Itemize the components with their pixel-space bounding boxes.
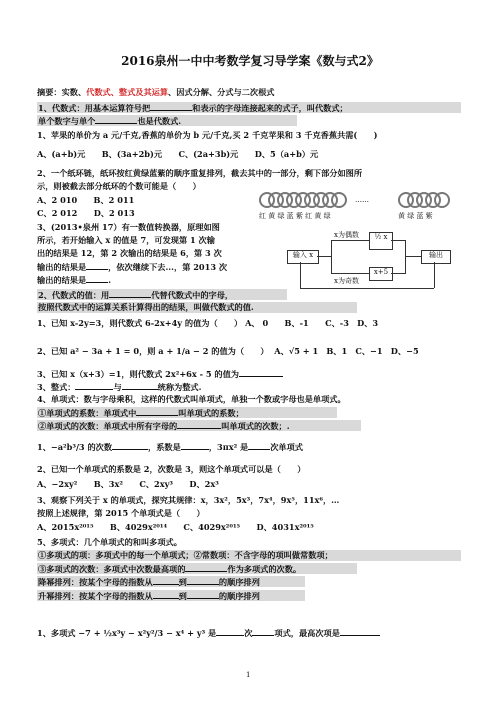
abstract-part3: 、因式分解、分式与二次根式 — [168, 87, 275, 97]
text: 1、代数式：用基本运算符号把 — [38, 103, 151, 113]
abstract-highlight: 代数式、整式及其运算 — [86, 87, 169, 97]
q3-line4 — [37, 261, 227, 272]
m1-line — [37, 441, 303, 452]
blank — [86, 274, 108, 283]
abstract-label: 摘要： — [37, 87, 62, 97]
q2-line1: 2、一个纸环链，纸环按红黄绿蓝紫的顺序重复排列，截去其中的一部分，剩下部分如图所 — [37, 168, 363, 178]
blank — [109, 289, 151, 298]
blank — [75, 381, 113, 390]
text: 升幂排列：按某个字母的指数从 — [38, 591, 153, 601]
m3-line2: 按照上述规律，第 2015 个单项式是（ ） — [37, 508, 205, 518]
p3-line — [37, 368, 283, 379]
text: 1、−a²b³/3 的次数 — [37, 442, 113, 452]
text: A、 0 B、-1 C、-3 D、3 — [245, 318, 379, 328]
ring-caption-left: 红 黄 绿 蓝 紫 红 黄 绿 — [259, 212, 331, 220]
section5-definition: 5、多项式：几个单项式的和叫多项式。 — [37, 537, 182, 547]
p2-line — [37, 346, 419, 356]
blank — [248, 441, 270, 450]
section1-definition — [38, 102, 348, 113]
half-box: ½ x — [369, 232, 393, 250]
page-number: 1 — [246, 671, 251, 679]
input-box: 输入 x — [287, 250, 319, 264]
section5-terms: ①多项式的项：多项式中的每一个单项式；②常数项：不含字母的项叫做常数项； — [38, 550, 333, 560]
text: 2、已知 a² − 3a + 1 = 0，则 a + 1/a − 2 的值为（ ） — [37, 346, 269, 356]
text: 和表示的字母连接起来的式子，叫代数式； — [192, 103, 348, 113]
text: ，3πx² 是 — [208, 442, 249, 452]
blank — [153, 590, 179, 599]
section4-degree — [38, 420, 290, 431]
blank — [187, 590, 219, 599]
text: 代替代数式中的字母， — [151, 290, 234, 300]
ring-dots: …… — [355, 196, 369, 204]
q1-stem: 1、苹果的单价为 a 元/千克,香蕉的单价为 b 元/千克,买 2 千克苹果和 3 千克香蕉共需( ) — [37, 130, 378, 140]
odd-label: x为奇数 — [334, 277, 359, 285]
blank — [153, 576, 179, 585]
text: 3、整式： — [37, 382, 76, 392]
text: ③多项式的次数：多项式中次数最高项的 — [38, 564, 186, 574]
q3-line3: 出的结果是 12，第 2 次输出的结果是 6，第 3 次 — [37, 248, 222, 258]
even-label: x为偶数 — [334, 231, 359, 239]
descending-order — [38, 576, 260, 587]
text: 项式，最高次项是 — [274, 628, 340, 638]
section5-degree — [38, 563, 301, 574]
section3-definition — [37, 381, 201, 392]
text: 单个数字与单个 — [38, 116, 96, 126]
blank — [177, 420, 221, 429]
text: 输出的结果是 — [37, 275, 87, 285]
text: 作为多项式的次数。 — [227, 564, 302, 574]
text: 到 — [178, 591, 187, 601]
blank — [95, 115, 137, 124]
q3-line2: 所示，若开始输入 x 的值是 7，可发现第 1 次输 — [37, 235, 215, 245]
text: 与 — [113, 382, 122, 392]
blank — [122, 381, 158, 390]
section4-definition: 4、单项式：数与字母乘积，这样的代数式叫单项式，单独一个数或字母也是单项式。 — [37, 394, 346, 404]
m2-stem: 2、已知一个单项式的系数是 2，次数是 3，则这个单项式可以是（ ） — [37, 464, 306, 474]
blank — [187, 576, 219, 585]
section2-definition — [38, 289, 233, 300]
ascending-order — [38, 590, 260, 601]
blank — [112, 441, 148, 450]
q2-options-cd: C、2 012 D、2 013 — [37, 208, 135, 218]
text: 的顺序排列 — [218, 577, 260, 587]
blank — [136, 407, 178, 416]
text: A、√5 + 1 B、1 C、−1 D、−5 — [274, 346, 419, 356]
abstract-line — [37, 87, 275, 97]
section4-coefficient — [38, 407, 244, 418]
ring-caption-right: 黄 绿 蓝 紫 — [398, 212, 433, 220]
m2-options: A、−2xy² B、3x² C、2xy³ D、2x³ — [37, 479, 219, 489]
text: ②单项式的次数：单项式中所有字母的 — [38, 421, 178, 431]
blank — [216, 627, 244, 636]
text: 次 — [244, 628, 253, 638]
text: 降幂排列：按某个字母的指数从 — [38, 577, 153, 587]
blank — [181, 441, 209, 450]
page-title: 2016泉州一中中考数学复习导学案《数与式2》 — [121, 54, 379, 68]
blank — [185, 563, 227, 572]
blank — [252, 627, 274, 636]
text: 叫单项式的系数； — [178, 408, 244, 418]
q2-options-ab: A、2 010 B、2 011 — [37, 195, 135, 205]
section1-line2 — [38, 115, 181, 126]
add5-box: x+5 — [369, 267, 393, 281]
text: 叫单项式的次数；. — [221, 421, 290, 431]
output-box: 输出 — [421, 250, 451, 264]
n1-line — [37, 627, 380, 638]
m3-line1: 3、观察下列关于 x 的单项式，探究其规律：x，3x²，5x³，7x⁴，9x⁵，11x⁶，… — [37, 495, 340, 505]
abstract-part1: 实数、 — [61, 87, 87, 97]
q3-line1: 3、(2013•泉州 17）有一数值转换器，原理如图 — [37, 222, 220, 232]
q1-options: A、(a+b)元 B、(3a+2b)元 C、(2a+3b)元 D、5（a+b）元 — [37, 149, 319, 159]
section2-line2: 按照代数式中的运算关系计算得出的结果，叫做代数式的值. — [38, 302, 254, 312]
text: ，依次继续下去...，第 2013 次 — [108, 262, 228, 272]
text: 3、已知 x（x+3）=1，则代数式 2x²+6x - 5 的值为 — [37, 369, 239, 379]
blank — [340, 627, 380, 636]
text: 到 — [178, 577, 187, 587]
blank — [239, 368, 283, 377]
m3-options: A、2015x²⁰¹⁵ B、4029x²⁰¹⁴ C、4029x²⁰¹⁵ D、4031x²⁰¹⁵ — [37, 522, 314, 532]
text: 输出的结果是 — [37, 262, 87, 272]
text: ，系数是 — [148, 442, 181, 452]
text: 的顺序排列 — [218, 591, 260, 601]
text: 也是代数式. — [137, 116, 182, 126]
text: 2、代数式的值：用 — [38, 290, 110, 300]
q2-line2: 示，则被截去部分纸环的个数可能是（ ） — [37, 181, 201, 191]
blank — [150, 102, 192, 111]
text: 1、多项式 −7 + ½x³y − x²y²/3 − x⁴ + y³ 是 — [37, 628, 217, 638]
blank — [86, 261, 108, 270]
p1-line — [37, 318, 378, 328]
text: 统称为整式. — [157, 382, 202, 392]
text: 1、已知 x-2y=3，则代数式 6-2x+4y 的值为（ ） — [37, 318, 243, 328]
text: ①单项式的系数：单项式中 — [38, 408, 137, 418]
q3-line5: 输出的结果是 . — [37, 275, 111, 285]
text: 次单项式 — [270, 442, 303, 452]
